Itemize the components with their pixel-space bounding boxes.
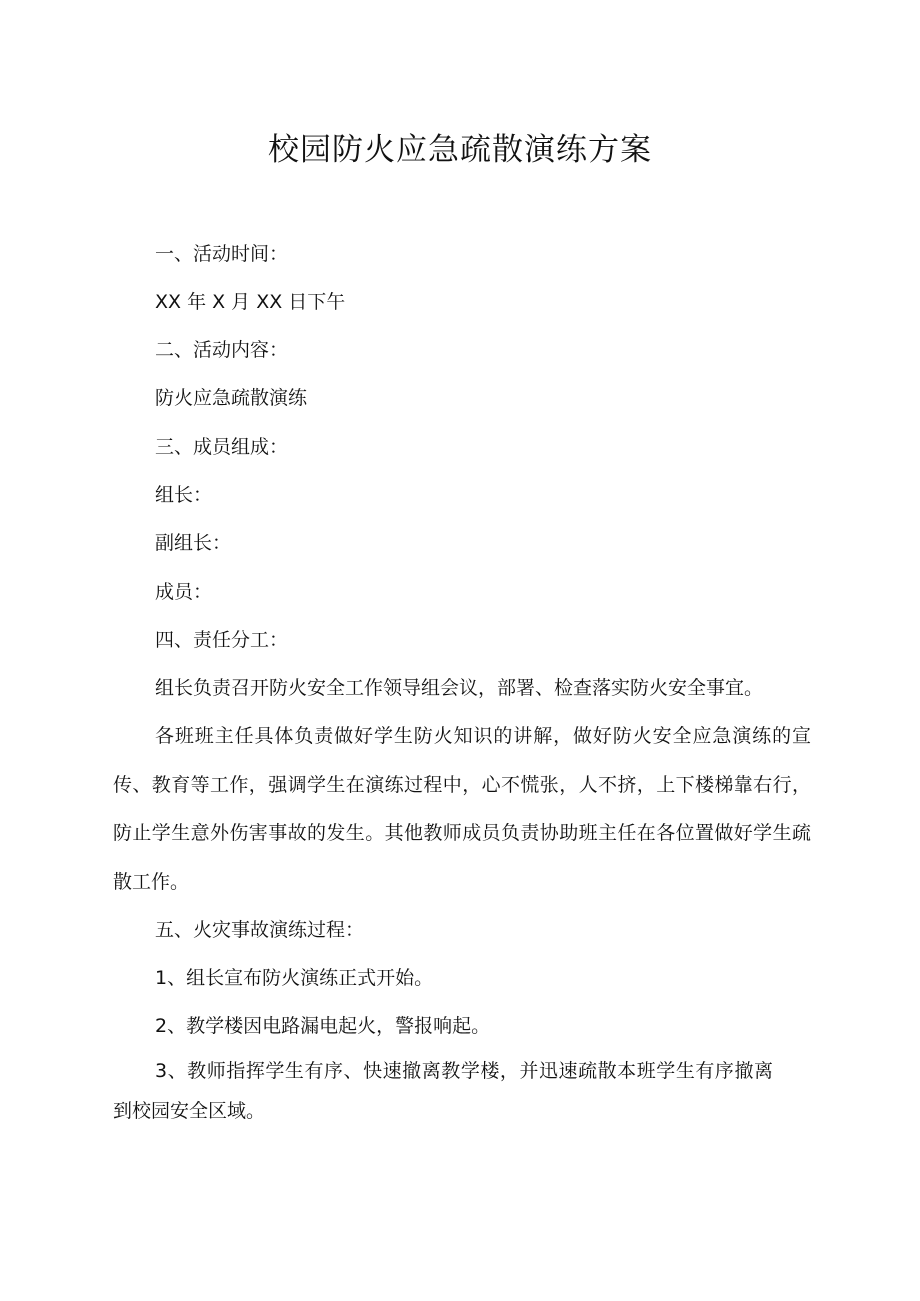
section-heading-time: 一、活动时间： (155, 243, 289, 265)
leader-label: 组长： (155, 484, 213, 506)
process-step-2: 2、教学楼因电路漏电起火，警报响起。 (155, 1015, 491, 1037)
process-step-1: 1、组长宣布防火演练正式开始。 (155, 967, 434, 989)
deputy-leader-label: 副组长： (155, 532, 232, 554)
section-heading-duties: 四、责任分工： (155, 629, 289, 651)
activity-content-value: 防火应急疏散演练 (155, 387, 308, 409)
document-title: 校园防火应急疏散演练方案 (268, 132, 652, 168)
duties-teachers-paragraph: 各班班主任具体负责做好学生防火知识的讲解，做好防火安全应急演练的宣传、教育等工作，强调学生在演练过程中，心不慌张，人不挤，上下楼梯靠右行，防止学生意外伤害事故的发生。其他教师成员负责协助班主任在各位置做好学生疏散工作。 (113, 725, 811, 893)
process-step-3: 3、教师指挥学生有序、快速撤离教学楼，并迅速疏散本班学生有序撤离到校园安全区域。 (113, 1060, 773, 1122)
section-heading-process: 五、火灾事故演练过程： (155, 919, 365, 941)
members-label: 成员： (155, 581, 213, 603)
section-heading-content: 二、活动内容： (155, 339, 289, 361)
section-heading-members: 三、成员组成： (155, 436, 289, 458)
activity-time-value: XX 年 X 月 XX 日下午 (155, 291, 346, 313)
duties-leader-paragraph: 组长负责召开防火安全工作领导组会议，部署、检查落实防火安全事宜。 (155, 677, 764, 699)
